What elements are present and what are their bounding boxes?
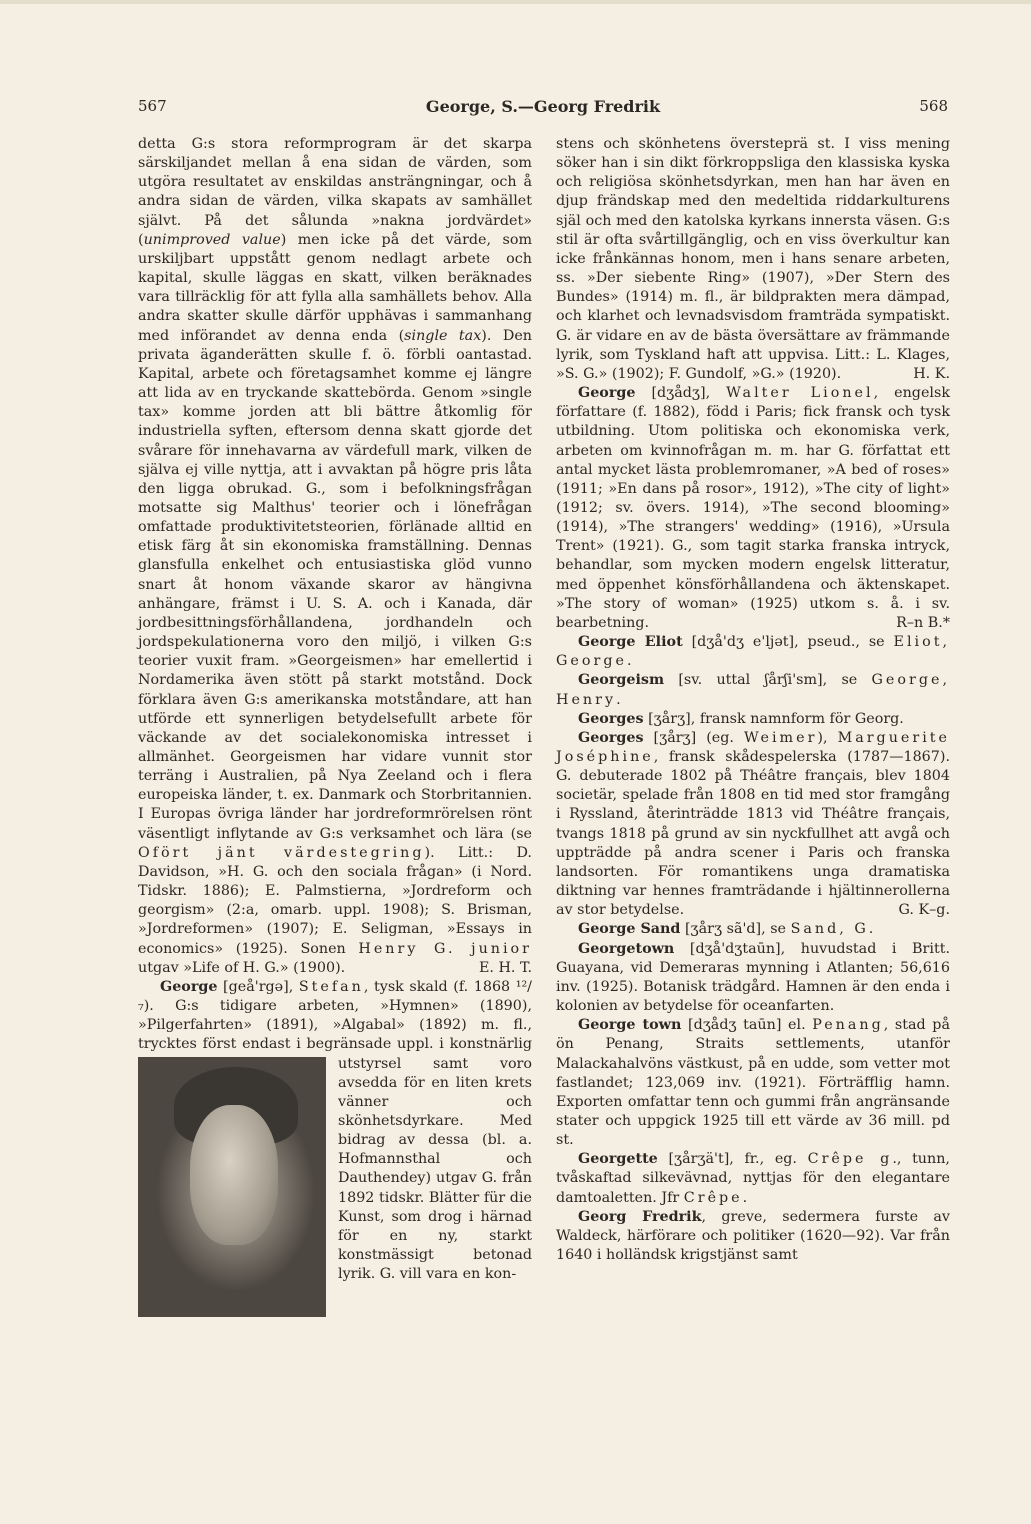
- page-number-right: 568: [919, 97, 948, 115]
- entry-george-stefan-continued: stens och skönhetens översteprä st. I viss mening söker han i sin dikt förkroppsliga den klassiska kyska och religiösa skönhetsdyrkan, men han har även en djup frändskap med den medeltida riddarkulturens själ och med den katolska kyrkans innersta väsen. G:s stil är ofta svårtillgänglig, och en viss överkultur kan icke frånkännas honom, men i hans senare arbeten, ss. »Der siebente Ring» (1907), »Der Stern des Bundes» (1914) m. fl., är bildprakten mera dämpad, och klarhet och levnadsvisdom framträda sympatiskt. G. är vidare en av de bästa översättare av främmande lyrik, som Tyskland haft att uppvisa. Litt.: L. Klages, »S. G.» (1902); F. Gundolf, »G.» (1920). H. K.: [556, 135, 950, 384]
- entry-george-walter: George [dʒådʒ], Walter Lionel, engelsk författare (f. 1882), född i Paris; fick fransk och tysk utbildning. Utom politiska och ekonomiska verk, arbeten om kvinnofrågan m. m. har G. författat ett antal mycket lästa problemromaner, »A bed of roses» (1911; »En dans på rosor», 1912), »The city of light» (1912; sv. övers. 1914), »The second blooming» (1914), »The strangers' wedding» (1916), »Ursula Trent» (1921). G., som tagit starka franska intryck, behandlar, som mycken modern engelsk litteratur, med öppenhet könsförhållandena och äktenskapet. »The story of woman» (1925) utkom s. å. i sv. bearbetning. R–n B.*: [556, 384, 950, 633]
- portrait-photo: [138, 1057, 326, 1317]
- headword: George Eliot: [578, 634, 683, 651]
- entry-george-stefan: George [geå'rgə], Stefan, tysk skald (f. 1868 ¹²/₇). G:s tidigare arbeten, »Hymnen» (1890), »Pilgerfahrten» (1891), »Algabal» (1892) m. fl., trycktes först endast i begränsade uppl. i konstnärlig utstyrsel samt voro avsedda för en liten krets vänner och skönhetsdyrkare. Med bidrag av dessa (bl. a. Hofmannsthal och Dauthendey) utgav G. från 1892 tidskr. Blätter für die Kunst, som drog i härnad för en ny, starkt konstmässigt betonad lyrik. G. vill vara en kon-: [138, 978, 532, 1285]
- headword: Georgetown: [578, 940, 675, 957]
- entry-georgetown: Georgetown [dʒå'dʒtaūn], huvudstad i Britt. Guayana, vid Demeraras mynning i Atlanten; 56,616 inv. (1925). Botanisk trädgård. Hamnen är den enda i kolonien av betydelse för oceanfarten.: [556, 940, 950, 1015]
- entry-georgeism: Georgeism [sv. uttal ʃårʃi'sm], se George, Henry.: [556, 672, 950, 708]
- author-signature: G. K–g.: [898, 902, 950, 919]
- headword: George Sand: [578, 921, 681, 938]
- entry-georges-name: Georges [ʒårʒ], fransk namnform för Georg.: [578, 710, 904, 727]
- entry-george-town: George town [dʒådʒ taūn] el. Penang, stad på ön Penang, Straits settlements, utanför Malackahalvöns västkust, på en udde, som vetter mot fastlandet; 123,069 inv. (1921). Förträfflig hamn. Exporten omfattar tenn och gummi från angränsande stater och uppgick 1925 till ett värde av 36 mill. pd st.: [556, 1017, 950, 1149]
- running-title: George, S.—Georg Fredrik: [425, 97, 661, 116]
- page-top-edge: [0, 0, 1031, 4]
- entry-george-eliot: George Eliot [dʒå'dʒ e'ljət], pseud., se Eliot, George.: [556, 634, 950, 670]
- entry-georgette: Georgette [ʒårʒä't], fr., eg. Crêpe g., tunn, tvåskaftad silkevävnad, nyttjas för den elegantare damtoaletten. Jfr Crêpe.: [556, 1151, 950, 1206]
- headword: George: [578, 385, 636, 402]
- headword: Georges: [578, 729, 644, 746]
- entry-george-sand: George Sand [ʒårʒ sã'd], se Sand, G.: [578, 921, 874, 938]
- author-signature: R–n B.*: [896, 614, 950, 631]
- author-signature: E. H. T.: [478, 959, 532, 976]
- headword: Georgette: [578, 1151, 658, 1168]
- headword: Georg Fredrik: [578, 1208, 702, 1225]
- entry-georges-actress: Georges [ʒårʒ] (eg. Weimer), Marguerite Joséphine, fransk skådespelerska (1787—1867). G. debuterade 1802 på Théâtre français, blev 1804 societär, spelade från 1808 en tid med stor framgång i Ryssland, återinträdde 1813 vid Théâtre français, tvangs 1818 på grund av sin nyckfullhet att avgå och uppträdde på andra scener i Paris och franska landsorten. För romantikens unga dramatiska diktning var hennes framträdande i hjältinnerollerna av stor betydelse. G. K–g.: [556, 729, 950, 921]
- headword: George: [160, 978, 218, 995]
- entry-george-henry-continued: detta G:s stora reformprogram är det skarpa särskiljandet mellan å ena sidan de värden, som utgöra resultatet av enskildas ansträngningar, och å andra sidan de värden, vilka skapats av samhället självt. På det sålunda »nakna jordvärdet» (unimproved value) men icke på det värde, som urskiljbart uppstått genom nedlagt arbete och kapital, skulle läggas en skatt, vilken beräknades vara tillräcklig för att fylla alla samhällets behov. Alla andra skatter skulle därför upphävas i sammanhang med införandet av denna enda (single tax). Den privata äganderätten skulle f. ö. förbli oantastad. Kapital, arbete och företagsamhet komme ej längre att lida av en tryckande skattebörda. Genom »single tax» komme jorden att bli bättre åtkomlig för industriella syften, eftersom denna skatt gjorde det svårare för innehavarna av värdefull mark, vilken de själva ej ville nyttja, att i avvaktan på högre pris låta den ligga obrukad. G., som i befolkningsfrågan motsatte sig Malthus' teorier och i lönefrågan omfattade produktivitetsteorien, förlänade alltid en etisk färg åt sin ekonomiska framställning. Dennas glansfulla enkelhet och entusiastiska glöd vunno snart åt honom växande skaror av hängivna anhängare, främst i U. S. A. och i Kanada, där jordbesittningsförhållandena, jordhandeln och jordspekulationerna voro den miljö, i vilken G:s teorier vuxit fram. »Georgeismen» har emellertid i Nordamerika även stött på starkt motstånd. Dock förklara även G:s amerikanska motståndare, att han utförde ett synnerligen betydelsefullt arbete för väckande av det socialekonomiska intresset i allmänhet. Georgeismen har vidare vunnit stor terräng i Australien, på Nya Zeeland och i flera europeiska länder, t. ex. Danmark och Storbritannien. I Europas övriga länder har jordreformrörelsen rönt väsentligt inflytande av G:s verksamhet och lära (se Ofört jänt värdestegring). Litt.: D. Davidson, »H. G. och den sociala frågan» (i Nord. Tidskr. 1886); E. Palmstierna, »Jordreform och georgism» (2:a, omarb. uppl. 1908); S. Brisman, »Jordreformen» (1907); E. Seligman, »Essays in economics» (1925). Sonen Henry G. junior utgav »Life of H. G.» (1900). E. H. T.: [138, 135, 532, 978]
- headword: George town: [578, 1017, 682, 1034]
- headword: Georgeism: [578, 672, 665, 689]
- author-signature: H. K.: [913, 365, 950, 382]
- headword: Georges: [578, 710, 644, 727]
- right-column: [556, 135, 950, 1367]
- page-number-left: 567: [138, 97, 167, 115]
- portrait-face-shape: [190, 1105, 278, 1245]
- entry-georg-fredrik: Georg Fredrik, greve, sedermera furste av Waldeck, härförare och politiker (1620—92). Var från 1640 i holländsk krigstjänst samt: [556, 1208, 950, 1264]
- running-header: [138, 97, 948, 121]
- left-column: [138, 135, 532, 1367]
